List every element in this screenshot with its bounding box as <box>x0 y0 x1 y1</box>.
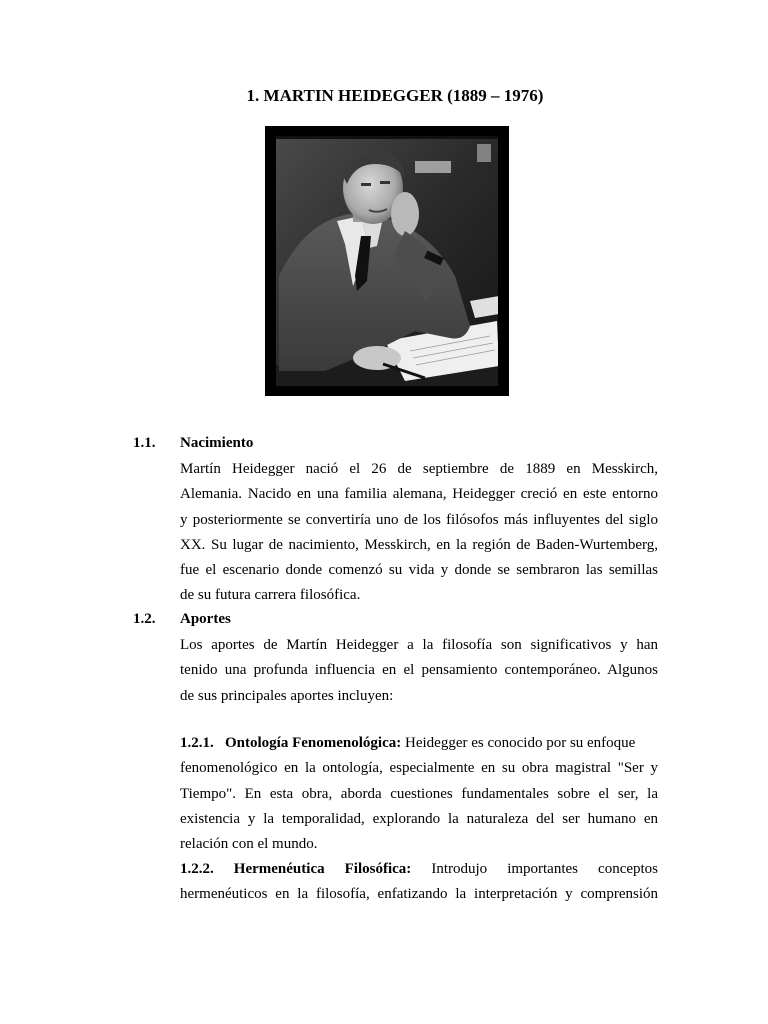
section-number-1-2: 1.2. <box>133 611 156 627</box>
aportes-line: de sus principales aportes incluyen: <box>180 687 394 704</box>
nacimiento-paragraph <box>180 457 658 609</box>
hermeneutica-first-text: Introdujo importantes conceptos <box>431 861 659 877</box>
nacimiento-line: y posteriormente se convertiría uno de los filósofos más influyentes del siglo <box>180 511 658 528</box>
section-heading-nacimiento: Nacimiento <box>180 435 254 451</box>
ontologia-term: Ontología Fenomenológica: <box>225 735 402 751</box>
ontologia-line: existencia y la temporalidad, explorando la naturaleza del ser humano en <box>180 810 658 827</box>
hermeneutica-first-line <box>180 857 658 882</box>
nacimiento-line: XX. Su lugar de nacimiento, Messkirch, en la región de Baden-Wurtemberg, <box>180 536 658 553</box>
ontologia-first-text: Heidegger es conocido por su enfoque <box>405 735 636 751</box>
ontologia-line: Tiempo". En esta obra, aborda cuestiones fundamentales sobre el ser, la <box>180 785 658 802</box>
aportes-line: Los aportes de Martín Heidegger a la filosofía son significativos y han <box>180 637 658 653</box>
hermeneutica-line: hermenéuticos en la filosofía, enfatizando la interpretación y comprensión <box>180 886 658 903</box>
subsection-number-1-2-1: 1.2.1. <box>180 735 214 751</box>
nacimiento-line: Alemania. Nacido en una familia alemana, Heidegger creció en este entorno <box>180 486 658 503</box>
ontologia-paragraph <box>180 731 658 857</box>
aportes-paragraph <box>180 633 658 709</box>
nacimiento-line: fue el escenario donde comenzó su vida y donde se sembraron las semillas <box>180 562 658 579</box>
ontologia-line: relación con el mundo. <box>180 836 318 853</box>
hermeneutica-paragraph <box>180 857 658 908</box>
subsection-number-1-2-2: 1.2.2. <box>180 861 214 877</box>
section-number-1-1: 1.1. <box>133 435 156 451</box>
nacimiento-line: Martín Heidegger nació el 26 de septiembre de 1889 en Messkirch, <box>180 461 658 477</box>
nacimiento-line: de su futura carrera filosófica. <box>180 587 361 604</box>
aportes-line: tenido una profunda influencia en el pensamiento contemporáneo. Algunos <box>180 662 658 679</box>
section-heading-aportes: Aportes <box>180 611 231 627</box>
portrait-illustration <box>265 126 509 396</box>
hermeneutica-term: Hermenéutica Filosófica: <box>233 861 412 877</box>
portrait-photo <box>265 126 509 396</box>
ontologia-first-line <box>180 731 658 756</box>
ontologia-line: fenomenológico en la ontología, especialmente en su obra magistral "Ser y <box>180 760 658 777</box>
page-title: 1. MARTIN HEIDEGGER (1889 – 1976) <box>246 86 544 105</box>
